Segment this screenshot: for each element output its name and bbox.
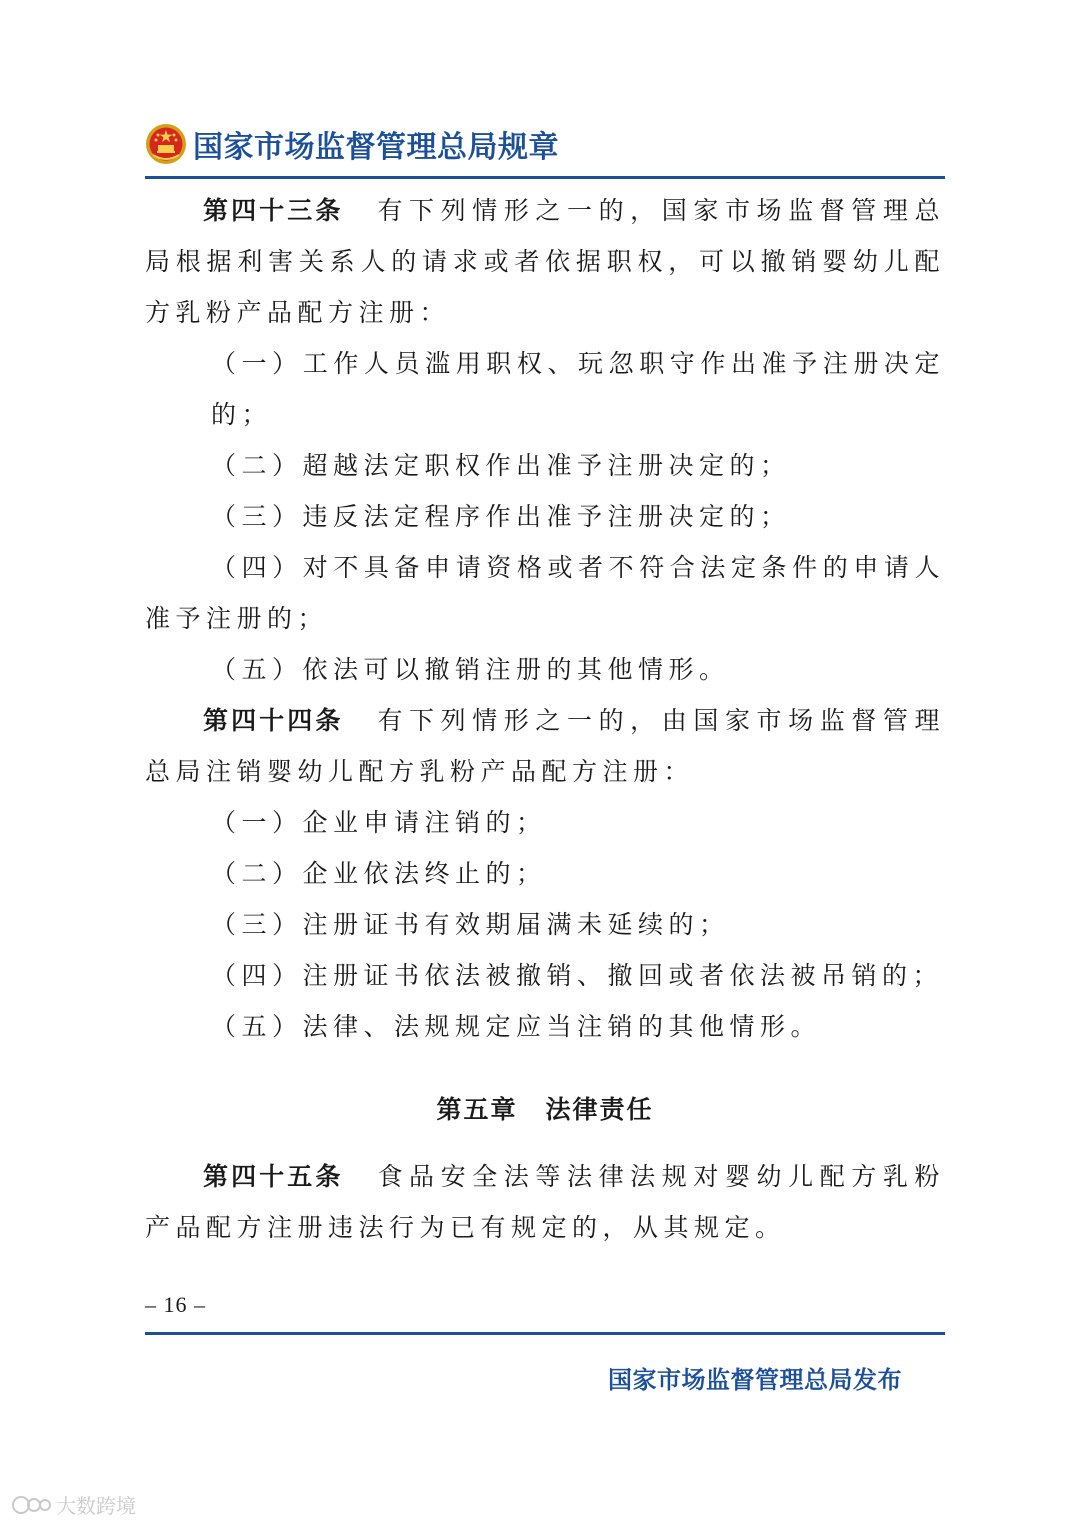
article-44-item-3: （三）注册证书有效期届满未延续的； — [211, 910, 730, 939]
footer-divider — [145, 1332, 945, 1335]
watermark-logo-icon — [12, 1494, 52, 1516]
document-body — [145, 185, 945, 1253]
article-43-number: 第四十三条 — [203, 196, 344, 225]
article-43 — [145, 185, 945, 338]
header-divider — [145, 176, 945, 179]
chapter-number: 第五章 — [436, 1095, 518, 1124]
article-43-item-4: （四）对不具备申请资格或者不符合法定条件的申请人准予注册的； — [145, 553, 945, 633]
watermark-text: 大数跨境 — [56, 1494, 136, 1518]
article-45-number: 第四十五条 — [203, 1162, 344, 1191]
article-43-item-5: （五）依法可以撤销注册的其他情形。 — [211, 655, 730, 684]
article-44-number: 第四十四条 — [203, 706, 344, 735]
header-title: 国家市场监督管理总局规章 — [193, 130, 559, 165]
article-44 — [145, 695, 945, 797]
article-44-item-5: （五）法律、法规规定应当注销的其他情形。 — [211, 1012, 822, 1041]
article-45 — [145, 1151, 945, 1253]
article-45-text: 食品安全法等法律法规对婴幼儿配方乳粉产品配方注册违法行为已有规定的，从其规定。 — [145, 1162, 945, 1242]
article-44-item-4: （四）注册证书依法被撤销、撤回或者依法被吊销的； — [211, 961, 944, 990]
national-emblem-icon — [145, 123, 187, 165]
footer-publisher: 国家市场监督管理总局发布 — [608, 1366, 902, 1394]
watermark — [12, 1490, 136, 1519]
chapter-title: 法律责任 — [545, 1095, 654, 1124]
chapter-heading — [145, 1052, 945, 1151]
article-43-item-2: （二）超越法定职权作出准予注册决定的； — [211, 451, 791, 480]
article-43-item-1: （一）工作人员滥用职权、玩忽职守作出准予注册决定的； — [211, 349, 945, 429]
article-43-text: 有下列情形之一的，国家市场监督管理总局根据利害关系人的请求或者依据职权，可以撤销婴幼儿配方乳粉产品配方注册： — [145, 196, 945, 327]
article-43-item-3: （三）违反法定程序作出准予注册决定的； — [211, 502, 791, 531]
page-header — [145, 118, 559, 170]
article-44-item-2: （二）企业依法终止的； — [211, 859, 547, 888]
article-44-item-1: （一）企业申请注销的； — [211, 808, 547, 837]
page-number: – 16 – — [145, 1292, 206, 1317]
article-44-text: 有下列情形之一的，由国家市场监督管理总局注销婴幼儿配方乳粉产品配方注册： — [145, 706, 945, 786]
